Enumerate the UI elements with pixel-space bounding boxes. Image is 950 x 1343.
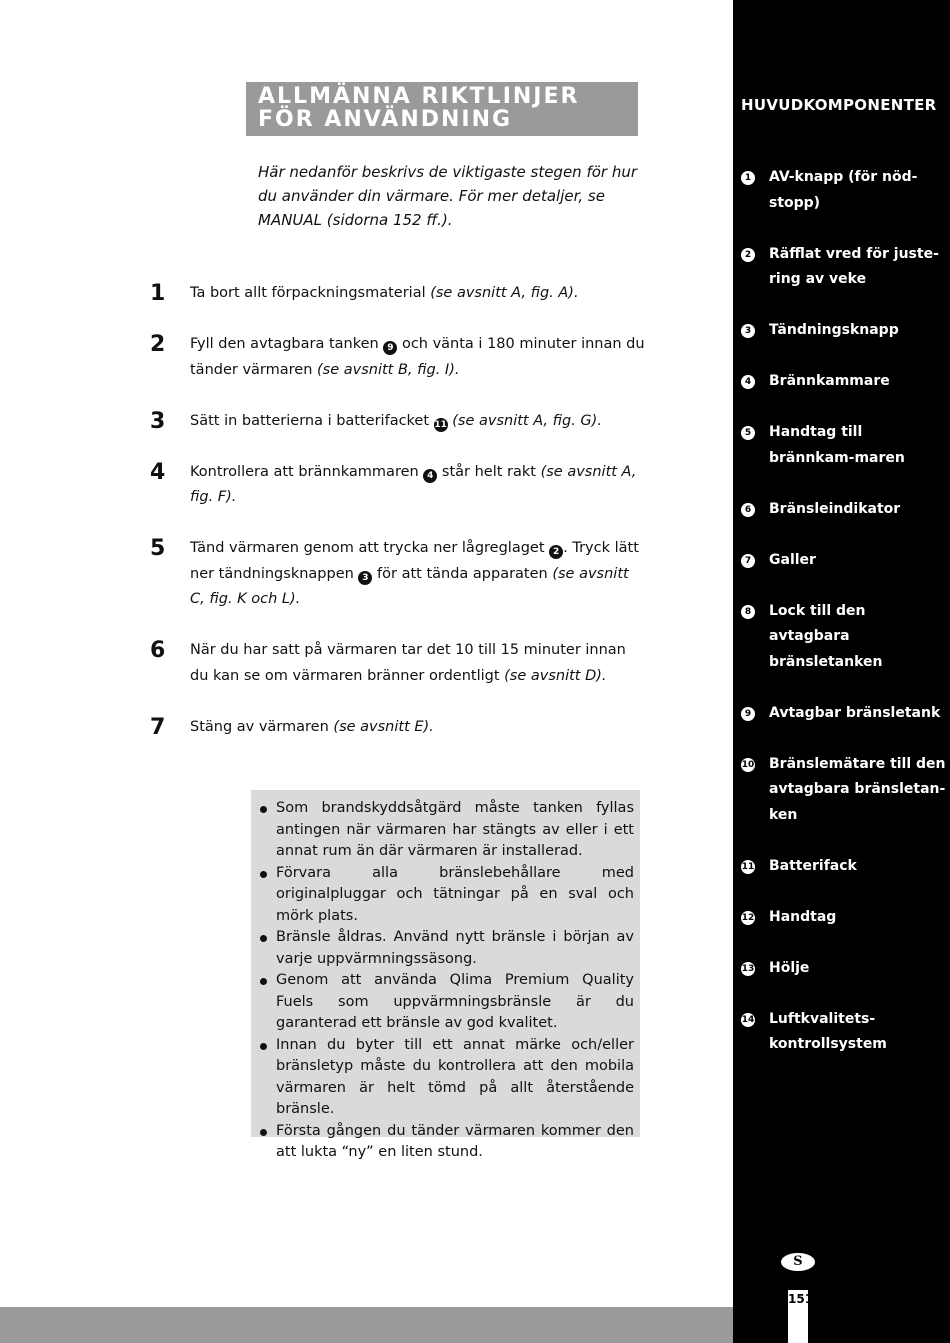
circled-number-icon: 3 [358, 571, 372, 585]
component-label: Räfflat vred för juste-ring av veke [769, 245, 939, 287]
circled-number-icon: 3 [741, 324, 755, 338]
note-item: Förvara alla bränslebehållare med originalpluggar och tätningar på en sval och mörk plats. [259, 863, 634, 928]
section-title: ALLMÄNNA RIKTLINJER FÖR ANVÄNDNING [246, 82, 638, 136]
step-text [190, 281, 645, 307]
component-item [741, 1007, 946, 1058]
component-label: Hölje [769, 959, 810, 976]
component-label: Lock till den avtagbara bränsletanken [769, 602, 883, 670]
component-item [741, 599, 946, 676]
step-text-segment: (se avsnitt C, fig. K och L). [190, 565, 629, 607]
step-text-segment: (se avsnitt D). [504, 667, 607, 684]
step-text-segment: Stäng av värmaren [190, 718, 334, 735]
step-item [150, 715, 645, 741]
step-text-segment: Kontrollera att brännkammaren [190, 463, 424, 480]
component-label: Avtagbar bränsletank [769, 704, 941, 721]
step-text [190, 332, 645, 383]
circled-number-icon: 5 [741, 426, 755, 440]
component-label: Bränslemätare till den avtagbara bränsletan-ken [769, 755, 946, 823]
circled-number-icon: 4 [741, 375, 755, 389]
circled-number-icon: 14 [741, 1014, 755, 1025]
intro-text: Här nedanför beskrivs de viktigaste stegen för hur du använder din värmare. För mer detaljer, se MANUAL (sidorna 152 ff.). [258, 163, 638, 229]
step-text-segment: När du har satt på värmaren tar det 10 till 15 minuter innan du kan se om värmaren bränner ordentligt [190, 642, 626, 684]
circled-number-icon: 7 [741, 554, 755, 568]
notes-box [251, 790, 640, 1160]
step-text-segment: . Tryck lätt ner tändningsknappen [190, 540, 639, 582]
circled-number-icon: 8 [741, 605, 755, 619]
component-label: Batterifack [769, 857, 857, 874]
step-text [190, 409, 645, 435]
circled-number-icon: 9 [383, 341, 397, 355]
circled-number-icon: 9 [741, 707, 755, 721]
step-number: 5 [150, 536, 166, 561]
step-text-segment: Tänd värmaren genom att trycka ner lågreglaget [190, 540, 550, 556]
step-text [190, 638, 645, 689]
circled-number-icon: 1 [741, 171, 755, 185]
sidebar-heading: HUVUDKOMPONENTER [741, 96, 937, 114]
step-text-segment: och vänta i 180 minuter innan du tänder värmaren [190, 336, 645, 378]
step-text-segment: (se avsnitt A, fig. G). [452, 412, 602, 429]
component-item [741, 165, 946, 216]
component-item [741, 318, 946, 344]
step-item [150, 638, 645, 689]
step-text-segment: (se avsnitt A, fig. A). [430, 285, 579, 301]
page-number: 151 [788, 1290, 808, 1343]
step-item [150, 332, 645, 383]
step-text [190, 715, 645, 741]
component-label: Luftkvalitets-kontrollsystem [769, 1010, 887, 1052]
component-item [741, 548, 946, 574]
step-text [190, 460, 645, 511]
component-label: Brännkammare [769, 373, 890, 389]
step-item [150, 536, 645, 613]
circled-number-icon: 11 [741, 861, 755, 872]
component-label: Bränsleindikator [769, 500, 901, 517]
component-item [741, 242, 946, 293]
step-item [150, 409, 645, 435]
step-text-segment: (se avsnitt A, fig. F). [190, 463, 637, 505]
step-text-segment: för att tända apparaten [372, 565, 553, 582]
step-text-segment: står helt rakt [437, 463, 541, 480]
step-text-segment: (se avsnitt E). [333, 718, 434, 735]
component-item [741, 420, 946, 471]
component-item [741, 956, 946, 982]
note-item: Genom att använda Qlima Premium Quality Fuels som uppvärmningsbränsle är du garanterad ett bränsle av god kvalitet. [259, 970, 634, 1035]
component-item [741, 701, 946, 727]
component-item [741, 752, 946, 829]
steps-list [150, 281, 645, 766]
step-number: 4 [150, 459, 166, 485]
component-label: Handtag [769, 908, 837, 925]
circled-number-icon: 2 [741, 248, 755, 262]
component-item [741, 369, 946, 395]
step-text-segment: (se avsnitt B, fig. I). [317, 361, 460, 378]
step-text-segment: Fyll den avtagbara tanken [190, 336, 384, 352]
circled-number-icon: 6 [741, 503, 755, 517]
step-number: 3 [150, 408, 166, 434]
step-number: 6 [150, 638, 166, 663]
circled-number-icon: 10 [741, 759, 755, 770]
step-number: 1 [150, 281, 166, 306]
circled-number-icon: 2 [549, 545, 563, 559]
circled-number-icon: 4 [423, 469, 437, 483]
component-label: Tändningsknapp [769, 322, 899, 338]
step-text-segment: Ta bort allt förpackningsmaterial [190, 285, 431, 301]
note-item: Bränsle åldras. Använd nytt bränsle i början av varje uppvärmningssäsong. [259, 927, 634, 970]
component-label: Galler [769, 551, 816, 568]
component-label: Handtag till brännkam-maren [769, 424, 905, 466]
step-text [190, 536, 645, 613]
note-item: Innan du byter till ett annat märke och/eller bränsletyp måste du kontrollera att den mobila värmaren är helt tömd på allt återstående bränsle. [259, 1035, 634, 1121]
circled-number-icon: 11 [434, 419, 447, 430]
sidebar [733, 0, 950, 1343]
bottom-bar [0, 1307, 733, 1343]
language-badge: S [781, 1253, 815, 1271]
component-item [741, 854, 946, 880]
circled-number-icon: 13 [741, 963, 755, 974]
note-item: Som brandskyddsåtgärd måste tanken fyllas antingen när värmaren har stängts av eller i ett annat rum än där värmaren är installerad. [259, 798, 634, 863]
step-item [150, 281, 645, 307]
note-item: Första gången du tänder värmaren kommer den att lukta “ny” en liten stund. [259, 1121, 634, 1164]
step-item [150, 460, 645, 511]
step-number: 2 [150, 332, 166, 357]
step-text-segment: Sätt in batterierna i batterifacket [190, 412, 434, 429]
component-item [741, 497, 946, 523]
component-label: AV-knapp (för nöd-stopp) [769, 169, 918, 211]
circled-number-icon: 12 [741, 912, 755, 923]
component-item [741, 905, 946, 931]
components-list [741, 165, 946, 1083]
step-number: 7 [150, 714, 166, 740]
